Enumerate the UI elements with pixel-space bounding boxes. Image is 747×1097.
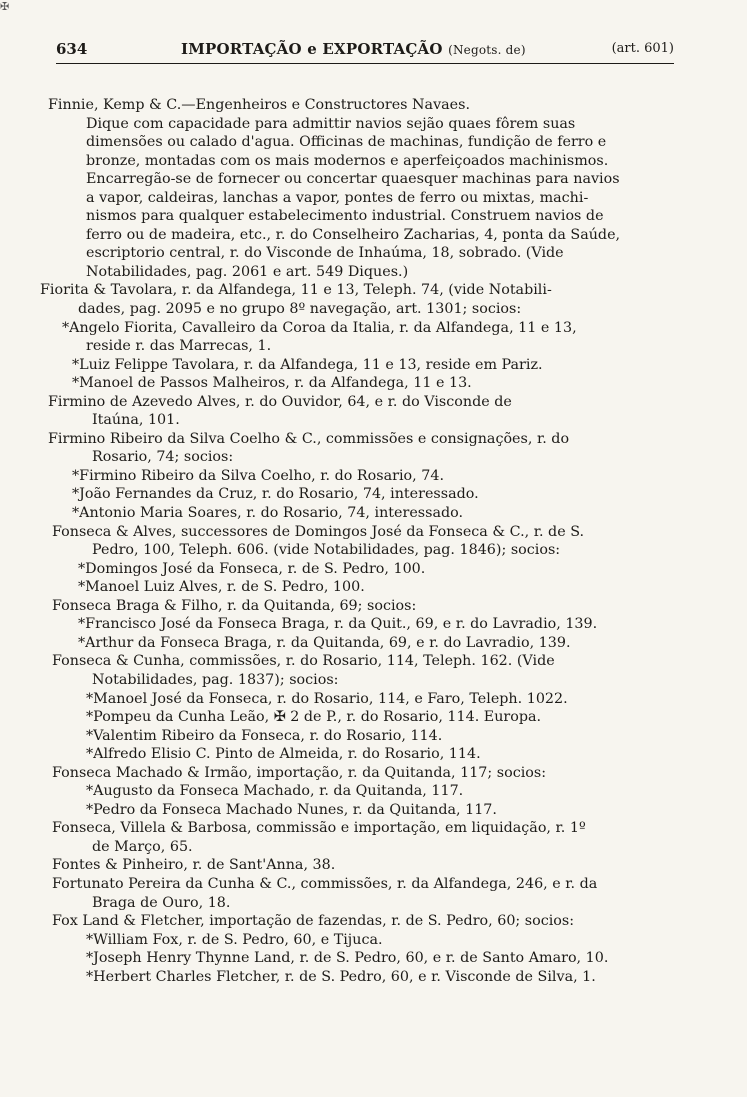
- entry-line: *Joseph Henry Thynne Land, r. de S. Pedro, 60, e r. de Santo Amaro, 10.: [86, 950, 609, 967]
- entry-line: nismos para qualquer estabelecimento industrial. Construem navios de: [86, 208, 604, 225]
- entry-line: *Valentim Ribeiro da Fonseca, r. do Rosario, 114.: [86, 727, 443, 744]
- running-title-sub: (Negots. de): [448, 43, 526, 57]
- entry-line: *João Fernandes da Cruz, r. do Rosario, 74, interessado.: [72, 486, 479, 503]
- entry-line: *Manoel Luiz Alves, r. de S. Pedro, 100.: [78, 579, 365, 596]
- entry-line: reside r. das Marrecas, 1.: [86, 338, 272, 355]
- entry-line: Fonseca Machado & Irmão, importação, r. da Quitanda, 117; socios:: [52, 764, 547, 781]
- entry-line: Notabilidades, pag. 2061 e art. 549 Diques.): [86, 263, 409, 280]
- entry-line: a vapor, caldeiras, lanchas a vapor, pontes de ferro ou mixtas, machi-: [86, 189, 589, 206]
- entry-line: *Angelo Fiorita, Cavalleiro da Coroa da Italia, r. da Alfandega, 11 e 13,: [62, 319, 577, 336]
- entry-line: Pedro, 100, Teleph. 606. (vide Notabilidades, pag. 1846); socios:: [92, 542, 561, 559]
- entry-line: *Herbert Charles Fletcher, r. de S. Pedro, 60, e r. Visconde de Silva, 1.: [86, 968, 596, 985]
- entry-line: Braga de Ouro, 18.: [92, 894, 231, 911]
- page-number: 634: [56, 40, 88, 58]
- entry-line: Fonseca & Cunha, commissões, r. do Rosario, 114, Teleph. 162. (Vide: [52, 653, 555, 670]
- entry-line: dimensões ou calado d'agua. Officinas de machinas, fundição de ferro e: [86, 134, 607, 151]
- entry-line: dades, pag. 2095 e no grupo 8º navegação, art. 1301; socios:: [78, 301, 522, 318]
- entry-line: Encarregão-se de fornecer ou concertar quaesquer machinas para navios: [86, 171, 620, 188]
- entry-line: ferro ou de madeira, etc., r. do Conselheiro Zacharias, 4, ponta da Saúde,: [86, 226, 621, 243]
- entry-line: *Francisco José da Fonseca Braga, r. da Quit., 69, e r. do Lavradio, 139.: [78, 616, 598, 633]
- entry-line: Fonseca, Villela & Barbosa, commissão e importação, em liquidação, r. 1º: [52, 820, 586, 837]
- entry-line: *Pompeu da Cunha Leão, ✠ 2 de P., r. do Rosario, 114. Europa.: [86, 709, 542, 726]
- entry-line: Fontes & Pinheiro, r. de Sant'Anna, 38.: [52, 857, 336, 874]
- entry-line: Firmino Ribeiro da Silva Coelho & C., commissões e consignações, r. do: [48, 430, 570, 447]
- entry-line: *Pedro da Fonseca Machado Nunes, r. da Quitanda, 117.: [86, 801, 497, 818]
- entry-line: *Augusto da Fonseca Machado, r. da Quitanda, 117.: [86, 783, 464, 800]
- entry-line: bronze, montadas com os mais modernos e aperfeiçoados machinismos.: [86, 152, 609, 169]
- article-reference: (art. 601): [611, 41, 674, 56]
- entry-line: Fortunato Pereira da Cunha & C., commissões, r. da Alfandega, 246, e r. da: [52, 875, 598, 892]
- entry-line: *William Fox, r. de S. Pedro, 60, e Tijuca.: [86, 931, 383, 948]
- entry-line: Dique com capacidade para admittir navios sejão quaes fôrem suas: [86, 115, 576, 132]
- entry-line: *Antonio Maria Soares, r. do Rosario, 74, interessado.: [72, 505, 464, 522]
- running-title-main: IMPORTAÇÃO e EXPORTAÇÃO: [181, 40, 443, 58]
- entry-line: de Março, 65.: [92, 838, 193, 855]
- corner-mark: ✠: [0, 0, 10, 13]
- entry-line: *Manoel de Passos Malheiros, r. da Alfandega, 11 e 13.: [72, 375, 472, 392]
- entry-line: Fonseca Braga & Filho, r. da Quitanda, 69; socios:: [52, 597, 417, 614]
- entry-line: Firmino de Azevedo Alves, r. do Ouvidor, 64, e r. do Visconde de: [48, 393, 512, 410]
- entry-line: *Arthur da Fonseca Braga, r. da Quitanda, 69, e r. do Lavradio, 139.: [78, 634, 571, 651]
- entry-line: Itaúna, 101.: [92, 412, 180, 429]
- header-rule: [56, 63, 674, 64]
- page-header: [56, 38, 674, 60]
- running-title: [181, 38, 526, 61]
- entry-line: Fox Land & Fletcher, importação de fazendas, r. de S. Pedro, 60; socios:: [52, 913, 575, 930]
- entry-line: escriptorio central, r. do Visconde de Inhaúma, 18, sobrado. (Vide: [86, 245, 564, 262]
- entry-line: *Manoel José da Fonseca, r. do Rosario, 114, e Faro, Teleph. 1022.: [86, 690, 568, 707]
- entry-line: Notabilidades, pag. 1837); socios:: [92, 671, 339, 688]
- directory-listing: [40, 96, 690, 986]
- entry-line: Fonseca & Alves, successores de Domingos José da Fonseca & C., r. de S.: [52, 523, 585, 540]
- entry-line: Rosario, 74; socios:: [92, 449, 234, 466]
- entry-line: *Alfredo Elisio C. Pinto de Almeida, r. do Rosario, 114.: [86, 746, 481, 763]
- entry-line: Finnie, Kemp & C.—Engenheiros e Constructores Navaes.: [48, 97, 471, 113]
- entry-line: *Luiz Felippe Tavolara, r. da Alfandega, 11 e 13, reside em Pariz.: [72, 356, 543, 373]
- entry-line: *Domingos José da Fonseca, r. de S. Pedro, 100.: [78, 560, 426, 577]
- entry-line: Fiorita & Tavolara, r. da Alfandega, 11 e 13, Teleph. 74, (vide Notabili-: [40, 282, 552, 299]
- entry-line: *Firmino Ribeiro da Silva Coelho, r. do Rosario, 74.: [72, 467, 444, 484]
